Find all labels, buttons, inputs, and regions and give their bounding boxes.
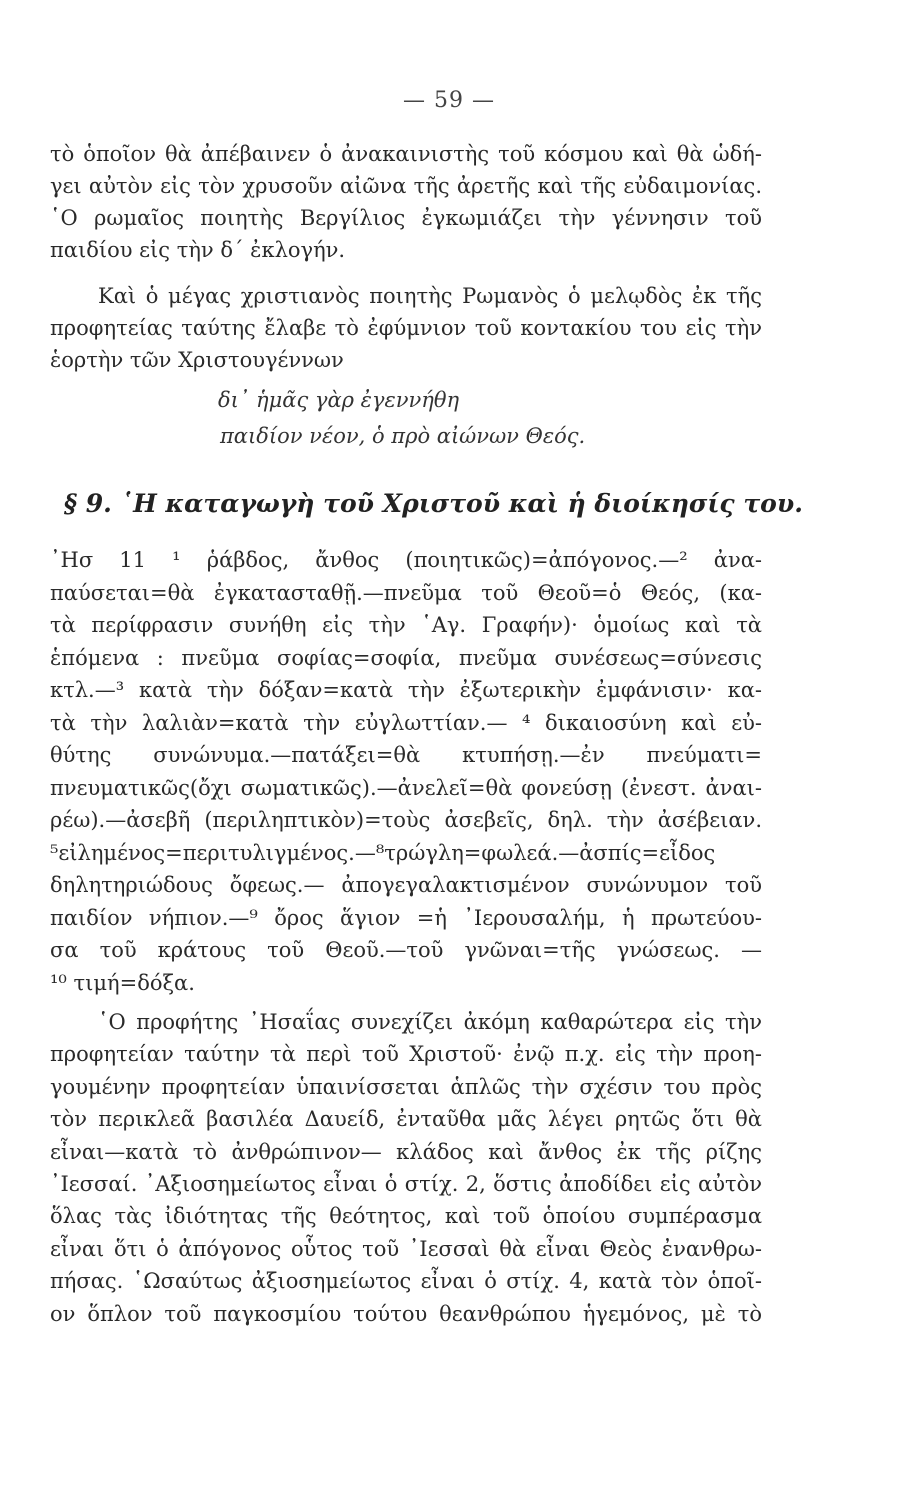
- text-line: γουμένην προφητείαν ὑπαινίσσεται ἁπλῶς τὴν σχέσιν του πρὸς: [50, 1074, 762, 1099]
- note-line: ¹⁰ τιμή=δόξα.: [50, 970, 195, 995]
- note-line: ᾿Ησ 11 ¹ ῥάβδος, ἄνθος (ποιητικῶς)=ἀπόγονος.—² ἀνα-: [50, 548, 762, 572]
- note-line: κτλ.—³ κατὰ τὴν δόξαν=κατὰ τὴν ἐξωτερικὴν ἐμφάνισιν· κα-: [50, 678, 762, 702]
- text-line: προφητείας ταύτης ἔλαβε τὸ ἐφύμνιον τοῦ κοντακίου του εἰς τὴν: [50, 316, 762, 340]
- text-line: τὸ ὁποῖον θὰ ἀπέβαινεν ὁ ἀνακαινιστὴς τοῦ κόσμου καὶ θὰ ὡδή-: [50, 142, 762, 166]
- text-line: γει αὐτὸν εἰς τὸν χρυσοῦν αἰῶνα τῆς ἀρετῆς καὶ τῆς εὐδαιμονίας.: [50, 174, 762, 198]
- paragraph-3: [50, 1006, 762, 1330]
- text-line: παιδίου εἰς τὴν δ΄ ἐκλογήν.: [50, 238, 346, 262]
- section-heading: § 9. ῾Η καταγωγὴ τοῦ Χριστοῦ καὶ ἡ διοίκησίς του.: [64, 489, 803, 518]
- paragraph-2: [50, 280, 762, 376]
- note-line: ρέω).—ἀσεβῆ (περιληπτικὸν)=τοὺς ἀσεβεῖς, δηλ. τὴν ἀσέβειαν.: [50, 808, 762, 832]
- page-number: — 59 —: [403, 88, 495, 113]
- text-line: ῾Ο ρωμαῖος ποιητὴς Βεργίλιος ἐγκωμιάζει τὴν γέννησιν τοῦ: [50, 206, 762, 230]
- text-line: ὅλας τὰς ἰδιότητας τῆς θεότητος, καὶ τοῦ ὁποίου συμπέρασμα: [50, 1204, 762, 1229]
- note-line: σα τοῦ κράτους τοῦ Θεοῦ.—τοῦ γνῶναι=τῆς γνώσεως. —: [50, 938, 762, 962]
- text-line: πήσας. ῾Ωσαύτως ἀξιοσημείωτος εἶναι ὁ στίχ. 4, κατὰ τὸν ὁποῖ-: [50, 1269, 762, 1294]
- text-line: τὸν περικλεᾶ βασιλέα Δαυείδ, ἐνταῦθα μᾶς λέγει ρητῶς ὅτι θὰ: [50, 1107, 762, 1132]
- text-line: εἶναι—κατὰ τὸ ἀνθρώπινον— κλάδος καὶ ἄνθος ἐκ τῆς ρίζης: [50, 1139, 762, 1164]
- verse-line: παιδίον νέον, ὁ πρὸ αἰώνων Θεός.: [220, 424, 586, 448]
- text-line: εἶναι ὅτι ὁ ἀπόγονος οὗτος τοῦ ᾿Ιεσσαὶ θὰ εἶναι Θεὸς ἐνανθρω-: [50, 1236, 762, 1261]
- text-line: ᾿Ιεσσαί. ᾿Αξιοσημείωτος εἶναι ὁ στίχ. 2, ὅστις ἀποδίδει εἰς αὐτὸν: [50, 1171, 762, 1196]
- paragraph-1: [50, 138, 762, 266]
- note-line: δηλητηριώδους ὄφεως.— ἀπογεγαλακτισμένον συνώνυμον τοῦ: [50, 873, 762, 897]
- note-line: πνευματικῶς(ὄχι σωματικῶς).—ἀνελεῖ=θὰ φονεύσῃ (ἐνεστ. ἀναι-: [50, 775, 762, 800]
- text-line: ἑορτὴν τῶν Χριστουγέννων: [50, 348, 344, 372]
- note-line: ἑπόμενα : πνεῦμα σοφίας=σοφία, πνεῦμα συνέσεως=σύνεσις: [50, 645, 762, 670]
- note-line: θύτης συνώνυμα.—πατάξει=θὰ κτυπήσῃ.—ἐν πνεύματι=: [50, 743, 762, 767]
- text-line: προφητείαν ταύτην τὰ περὶ τοῦ Χριστοῦ· ἐνῷ π.χ. εἰς τὴν προη-: [50, 1042, 762, 1067]
- note-line: ⁵εἰλημένος=περιτυλιγμένος.—⁸τρώγλη=φωλεά.—ἀσπίς=εἶδος: [50, 840, 716, 865]
- text-line: ον ὅπλον τοῦ παγκοσμίου τούτου θεανθρώπου ἡγεμόνος, μὲ τὸ: [50, 1301, 762, 1326]
- hymn-verse: [218, 382, 778, 454]
- verse-line: δι᾿ ἡμᾶς γὰρ ἐγεννήθη: [218, 388, 460, 412]
- note-line: τὰ περίφρασιν συνήθη εἰς τὴν ῾Αγ. Γραφήν)· ὁμοίως καὶ τὰ: [50, 613, 762, 637]
- glossary-notes: [50, 544, 762, 999]
- note-line: τὰ τὴν λαλιὰν=κατὰ τὴν εὐγλωττίαν.— ⁴ δικαιοσύνη καὶ εὐ-: [50, 710, 762, 735]
- note-line: παύσεται=θὰ ἐγκατασταθῇ.—πνεῦμα τοῦ Θεοῦ=ὁ Θεός, (κα-: [50, 580, 762, 605]
- note-line: παιδίον νήπιον.—⁹ ὄρος ἅγιον =ἡ ᾿Ιερουσαλήμ, ἡ πρωτεύου-: [50, 905, 762, 930]
- text-line: Καὶ ὁ μέγας χριστιανὸς ποιητὴς Ρωμανὸς ὁ μελῳδὸς ἐκ τῆς: [98, 284, 762, 308]
- text-line: ῾Ο προφήτης ᾿Ησαΐας συνεχίζει ἀκόμη καθαρώτερα εἰς τὴν: [98, 1010, 762, 1034]
